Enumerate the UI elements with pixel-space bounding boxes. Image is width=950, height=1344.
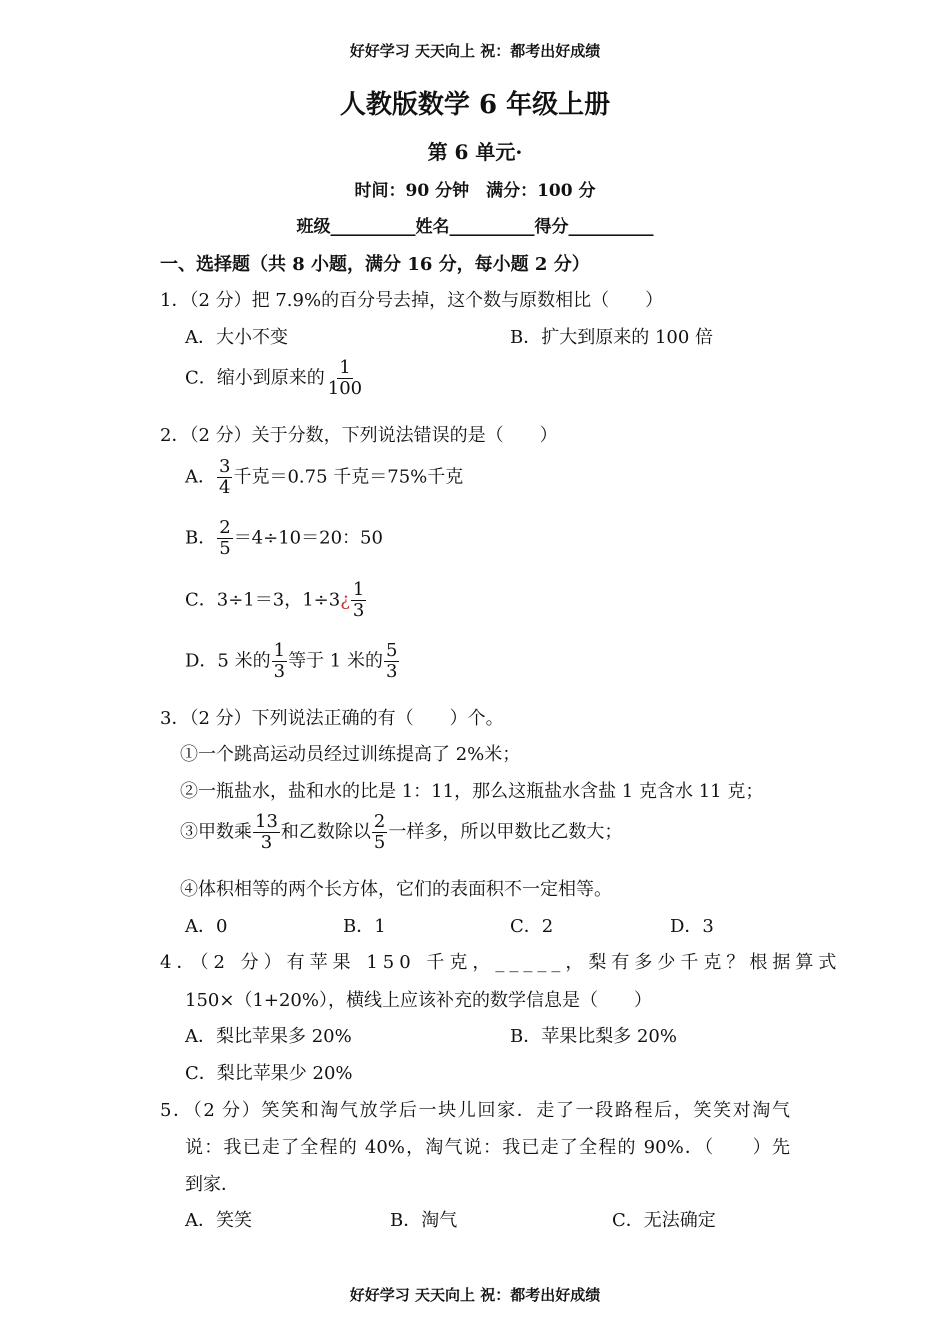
denominator: 3: [260, 831, 273, 853]
question-3-statement-4: ④体积相等的两个长方体，它们的表面积不一定相等。: [180, 879, 612, 900]
question-2-option-b: [185, 518, 383, 559]
doc-title: 人教版数学 6 年级上册: [339, 90, 611, 120]
option-label: B．: [185, 527, 217, 549]
question-5-option-c: C．无法确定: [612, 1210, 716, 1231]
numerator: 3: [219, 456, 231, 477]
question-1-stem: 1．（2 分）把 7.9%的百分号去掉，这个数与原数相比（ ）: [160, 290, 664, 311]
denominator: 4: [219, 476, 231, 498]
fraction: [384, 641, 399, 682]
question-5-option-b: B．淘气: [390, 1210, 458, 1231]
numerator: 2: [373, 811, 386, 832]
numerator: 13: [255, 811, 278, 832]
fraction: [217, 457, 232, 498]
option-text: 等于 1 米的: [288, 650, 383, 672]
page-header: 好好学习 天天向上 祝：都考出好成绩: [349, 42, 601, 60]
question-3-option-a: A．0: [185, 916, 228, 937]
denominator: 3: [385, 660, 398, 682]
unit-subtitle: 第 6 单元·: [427, 140, 523, 164]
fraction: [351, 580, 366, 621]
question-4-option-a: A．梨比苹果多 20%: [185, 1026, 352, 1047]
fraction: [272, 641, 287, 682]
statement-text: 和乙数除以: [280, 821, 371, 843]
question-3-statement-3: [180, 812, 622, 853]
question-1-option-c: [185, 358, 365, 399]
question-4-option-c: C．梨比苹果少 20%: [185, 1063, 353, 1084]
question-2-option-d: [185, 641, 400, 682]
question-5-stem-line-1: 5．（2 分）笑笑和淘气放学后一块儿回家．走了一段路程后，笑笑对淘气: [160, 1100, 790, 1121]
fraction: [326, 358, 364, 399]
denominator: 3: [273, 660, 286, 682]
denominator: 5: [219, 537, 231, 559]
option-text: D．5 米的: [185, 650, 271, 672]
question-2-option-a: [185, 457, 463, 498]
broken-glyph: ¿: [340, 589, 350, 611]
question-5-option-a: A．笑笑: [185, 1210, 252, 1231]
question-4-option-b: B．苹果比梨多 20%: [510, 1026, 677, 1047]
question-1-option-a: A．大小不变: [185, 327, 288, 348]
numerator: 5: [385, 640, 398, 661]
question-1-option-b: B．扩大到原来的 100 倍: [510, 327, 714, 348]
numerator: 1: [339, 357, 351, 378]
question-4-stem-line-2: 150×（1+20%），横线上应该补充的数学信息是（ ）: [185, 990, 652, 1011]
fraction: [217, 518, 232, 559]
option-text: C．3÷1＝3，1÷3: [185, 589, 341, 611]
question-2-stem: 2．（2 分）关于分数，下列说法错误的是（ ）: [160, 425, 558, 446]
question-3-statement-1: ①一个跳高运动员经过训练提高了 2%米；: [180, 744, 521, 765]
statement-text: ③甲数乘: [180, 821, 252, 843]
page-footer: 好好学习 天天向上 祝：都考出好成绩: [349, 1286, 601, 1304]
question-5-stem-line-3: 到家．: [185, 1174, 239, 1195]
numerator: 1: [352, 579, 365, 600]
denominator: 3: [352, 599, 365, 621]
question-2-option-c: [185, 580, 367, 621]
option-label: A．: [185, 466, 216, 488]
statement-text: 一样多，所以甲数比乙数大；: [388, 821, 623, 843]
question-3-statement-2: ②一瓶盐水，盐和水的比是 1：11，那么这瓶盐水含盐 1 克含水 11 克；: [180, 781, 764, 802]
question-3-option-c: C．2: [510, 916, 554, 937]
option-text: 千克＝0.75 千克＝75%千克: [233, 466, 464, 488]
question-4-stem-line-1: 4．（2 分）有苹果 150 千克，_____，梨有多少千克？根据算式: [160, 952, 842, 973]
numerator: 1: [273, 640, 286, 661]
option-text: ＝4÷10＝20：50: [233, 527, 383, 549]
question-3-option-b: B．1: [343, 916, 386, 937]
fraction: [253, 812, 280, 853]
denominator: 5: [373, 831, 386, 853]
question-3-stem: 3．（2 分）下列说法正确的有（ ）个。: [160, 708, 504, 729]
exam-meta: 时间：90 分钟 满分：100 分: [354, 181, 596, 201]
fraction: [372, 812, 387, 853]
option-text: C．缩小到原来的: [185, 367, 325, 389]
question-3-option-d: D．3: [670, 916, 714, 937]
section-heading: 一、选择题（共 8 小题，满分 16 分，每小题 2 分）: [160, 254, 590, 275]
question-5-stem-line-2: 说：我已走了全程的 40%，淘气说：我已走了全程的 90%．（ ）先: [185, 1137, 790, 1158]
denominator: 100: [327, 377, 363, 399]
student-info-line: 班级__________姓名__________得分__________: [296, 217, 654, 237]
numerator: 2: [219, 517, 231, 538]
